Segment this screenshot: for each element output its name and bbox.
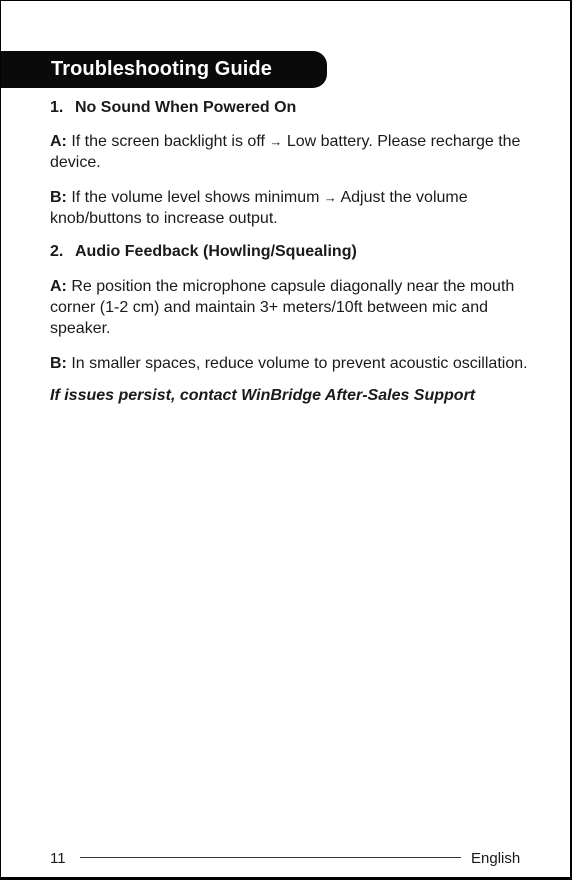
section-1-item-b <box>50 187 528 229</box>
section-2-title: Audio Feedback (Howling/Squealing) <box>75 243 357 260</box>
section-2-number: 2. <box>50 243 64 260</box>
item-label: A: <box>50 278 67 295</box>
section-1-heading <box>50 98 528 118</box>
guide-content <box>50 98 528 406</box>
section-1-title: No Sound When Powered On <box>75 99 297 116</box>
page-title: Troubleshooting Guide <box>51 58 272 80</box>
page-number: 11 <box>50 850 66 867</box>
item-text: Low battery. Please recharge the device. <box>50 133 521 171</box>
footer-divider <box>80 857 461 858</box>
item-text: Re position the microphone capsule diagonally near the mouth corner (1-2 cm) and maintain 3+ meters/10ft between mic and speaker. <box>50 278 515 337</box>
item-text: In smaller spaces, reduce volume to prevent acoustic oscillation. <box>66 355 528 372</box>
item-text: Adjust the volume knob/buttons to increase output. <box>50 189 468 227</box>
section-2-heading <box>50 242 528 262</box>
footer-language: English <box>471 850 521 867</box>
section-2-item-a <box>50 276 528 339</box>
section-2-item-b <box>50 353 528 374</box>
item-text: If the volume level shows minimum <box>66 189 324 206</box>
item-label: A: <box>50 133 67 150</box>
item-label: B: <box>50 189 67 206</box>
support-note: If issues persist, contact WinBridge After-Sales Support <box>50 387 476 404</box>
item-text: If the screen backlight is off <box>66 133 270 150</box>
section-1-number: 1. <box>50 99 64 116</box>
arrow-right-icon: → <box>269 134 283 149</box>
section-1-item-a <box>50 131 528 173</box>
arrow-right-icon: → <box>323 190 337 205</box>
item-label: B: <box>50 355 67 372</box>
